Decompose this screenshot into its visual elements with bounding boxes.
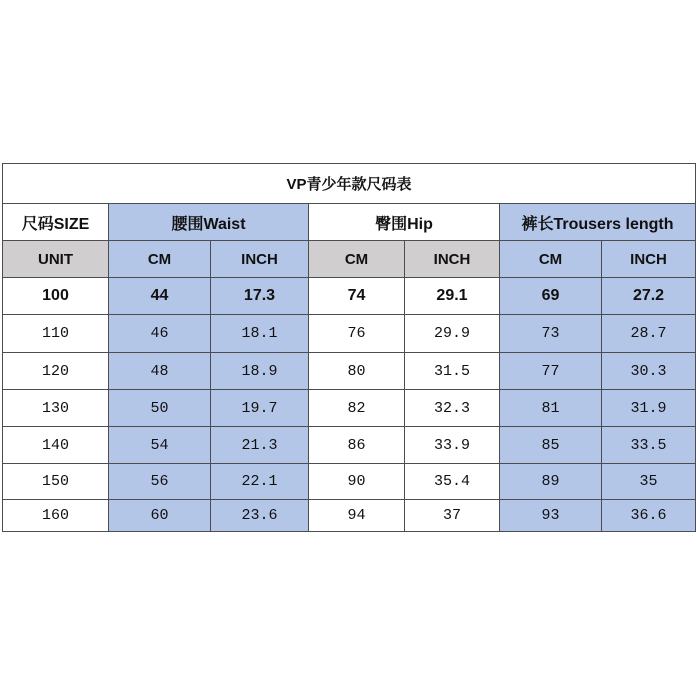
size-cell: 160	[3, 500, 109, 532]
waist-inch-cell: 21.3	[211, 427, 309, 464]
table-row	[3, 278, 696, 315]
unit-waist-inch: INCH	[211, 241, 309, 278]
chart-title: VP青少年款尺码表	[3, 164, 696, 204]
waist-inch-cell: 23.6	[211, 500, 309, 532]
length-inch-cell: 35	[602, 464, 696, 500]
length-inch-cell: 33.5	[602, 427, 696, 464]
table-row	[3, 353, 696, 390]
length-cm-cell: 81	[500, 390, 602, 427]
header-hip: 臀围Hip	[309, 204, 500, 241]
unit-waist-cm: CM	[109, 241, 211, 278]
hip-cm-cell: 82	[309, 390, 405, 427]
hip-inch-cell: 32.3	[405, 390, 500, 427]
waist-cm-cell: 54	[109, 427, 211, 464]
waist-cm-cell: 60	[109, 500, 211, 532]
waist-inch-cell: 18.9	[211, 353, 309, 390]
hip-inch-cell: 37	[405, 500, 500, 532]
hip-inch-cell: 33.9	[405, 427, 500, 464]
hip-inch-cell: 29.1	[405, 278, 500, 315]
size-cell: 130	[3, 390, 109, 427]
table-row	[3, 427, 696, 464]
size-chart-table	[2, 163, 696, 532]
hip-cm-cell: 94	[309, 500, 405, 532]
hip-cm-cell: 76	[309, 315, 405, 353]
table-row	[3, 390, 696, 427]
title-row	[3, 164, 696, 204]
waist-cm-cell: 50	[109, 390, 211, 427]
hip-cm-cell: 74	[309, 278, 405, 315]
header-trousers-length: 裤长Trousers length	[500, 204, 696, 241]
hip-inch-cell: 35.4	[405, 464, 500, 500]
unit-label: UNIT	[3, 241, 109, 278]
waist-inch-cell: 18.1	[211, 315, 309, 353]
length-cm-cell: 69	[500, 278, 602, 315]
waist-inch-cell: 22.1	[211, 464, 309, 500]
header-row	[3, 204, 696, 241]
size-cell: 100	[3, 278, 109, 315]
length-inch-cell: 28.7	[602, 315, 696, 353]
hip-cm-cell: 90	[309, 464, 405, 500]
length-inch-cell: 31.9	[602, 390, 696, 427]
length-cm-cell: 73	[500, 315, 602, 353]
unit-length-cm: CM	[500, 241, 602, 278]
length-inch-cell: 36.6	[602, 500, 696, 532]
size-cell: 150	[3, 464, 109, 500]
hip-cm-cell: 80	[309, 353, 405, 390]
header-waist: 腰围Waist	[109, 204, 309, 241]
length-cm-cell: 93	[500, 500, 602, 532]
waist-cm-cell: 46	[109, 315, 211, 353]
size-cell: 110	[3, 315, 109, 353]
unit-hip-cm: CM	[309, 241, 405, 278]
hip-inch-cell: 31.5	[405, 353, 500, 390]
unit-row	[3, 241, 696, 278]
table-row	[3, 500, 696, 532]
table-row	[3, 315, 696, 353]
waist-cm-cell: 56	[109, 464, 211, 500]
waist-cm-cell: 48	[109, 353, 211, 390]
waist-inch-cell: 17.3	[211, 278, 309, 315]
hip-inch-cell: 29.9	[405, 315, 500, 353]
unit-length-inch: INCH	[602, 241, 696, 278]
waist-inch-cell: 19.7	[211, 390, 309, 427]
length-cm-cell: 77	[500, 353, 602, 390]
length-cm-cell: 89	[500, 464, 602, 500]
size-cell: 120	[3, 353, 109, 390]
header-size: 尺码SIZE	[3, 204, 109, 241]
table-row	[3, 464, 696, 500]
waist-cm-cell: 44	[109, 278, 211, 315]
length-cm-cell: 85	[500, 427, 602, 464]
length-inch-cell: 30.3	[602, 353, 696, 390]
unit-hip-inch: INCH	[405, 241, 500, 278]
hip-cm-cell: 86	[309, 427, 405, 464]
length-inch-cell: 27.2	[602, 278, 696, 315]
size-cell: 140	[3, 427, 109, 464]
